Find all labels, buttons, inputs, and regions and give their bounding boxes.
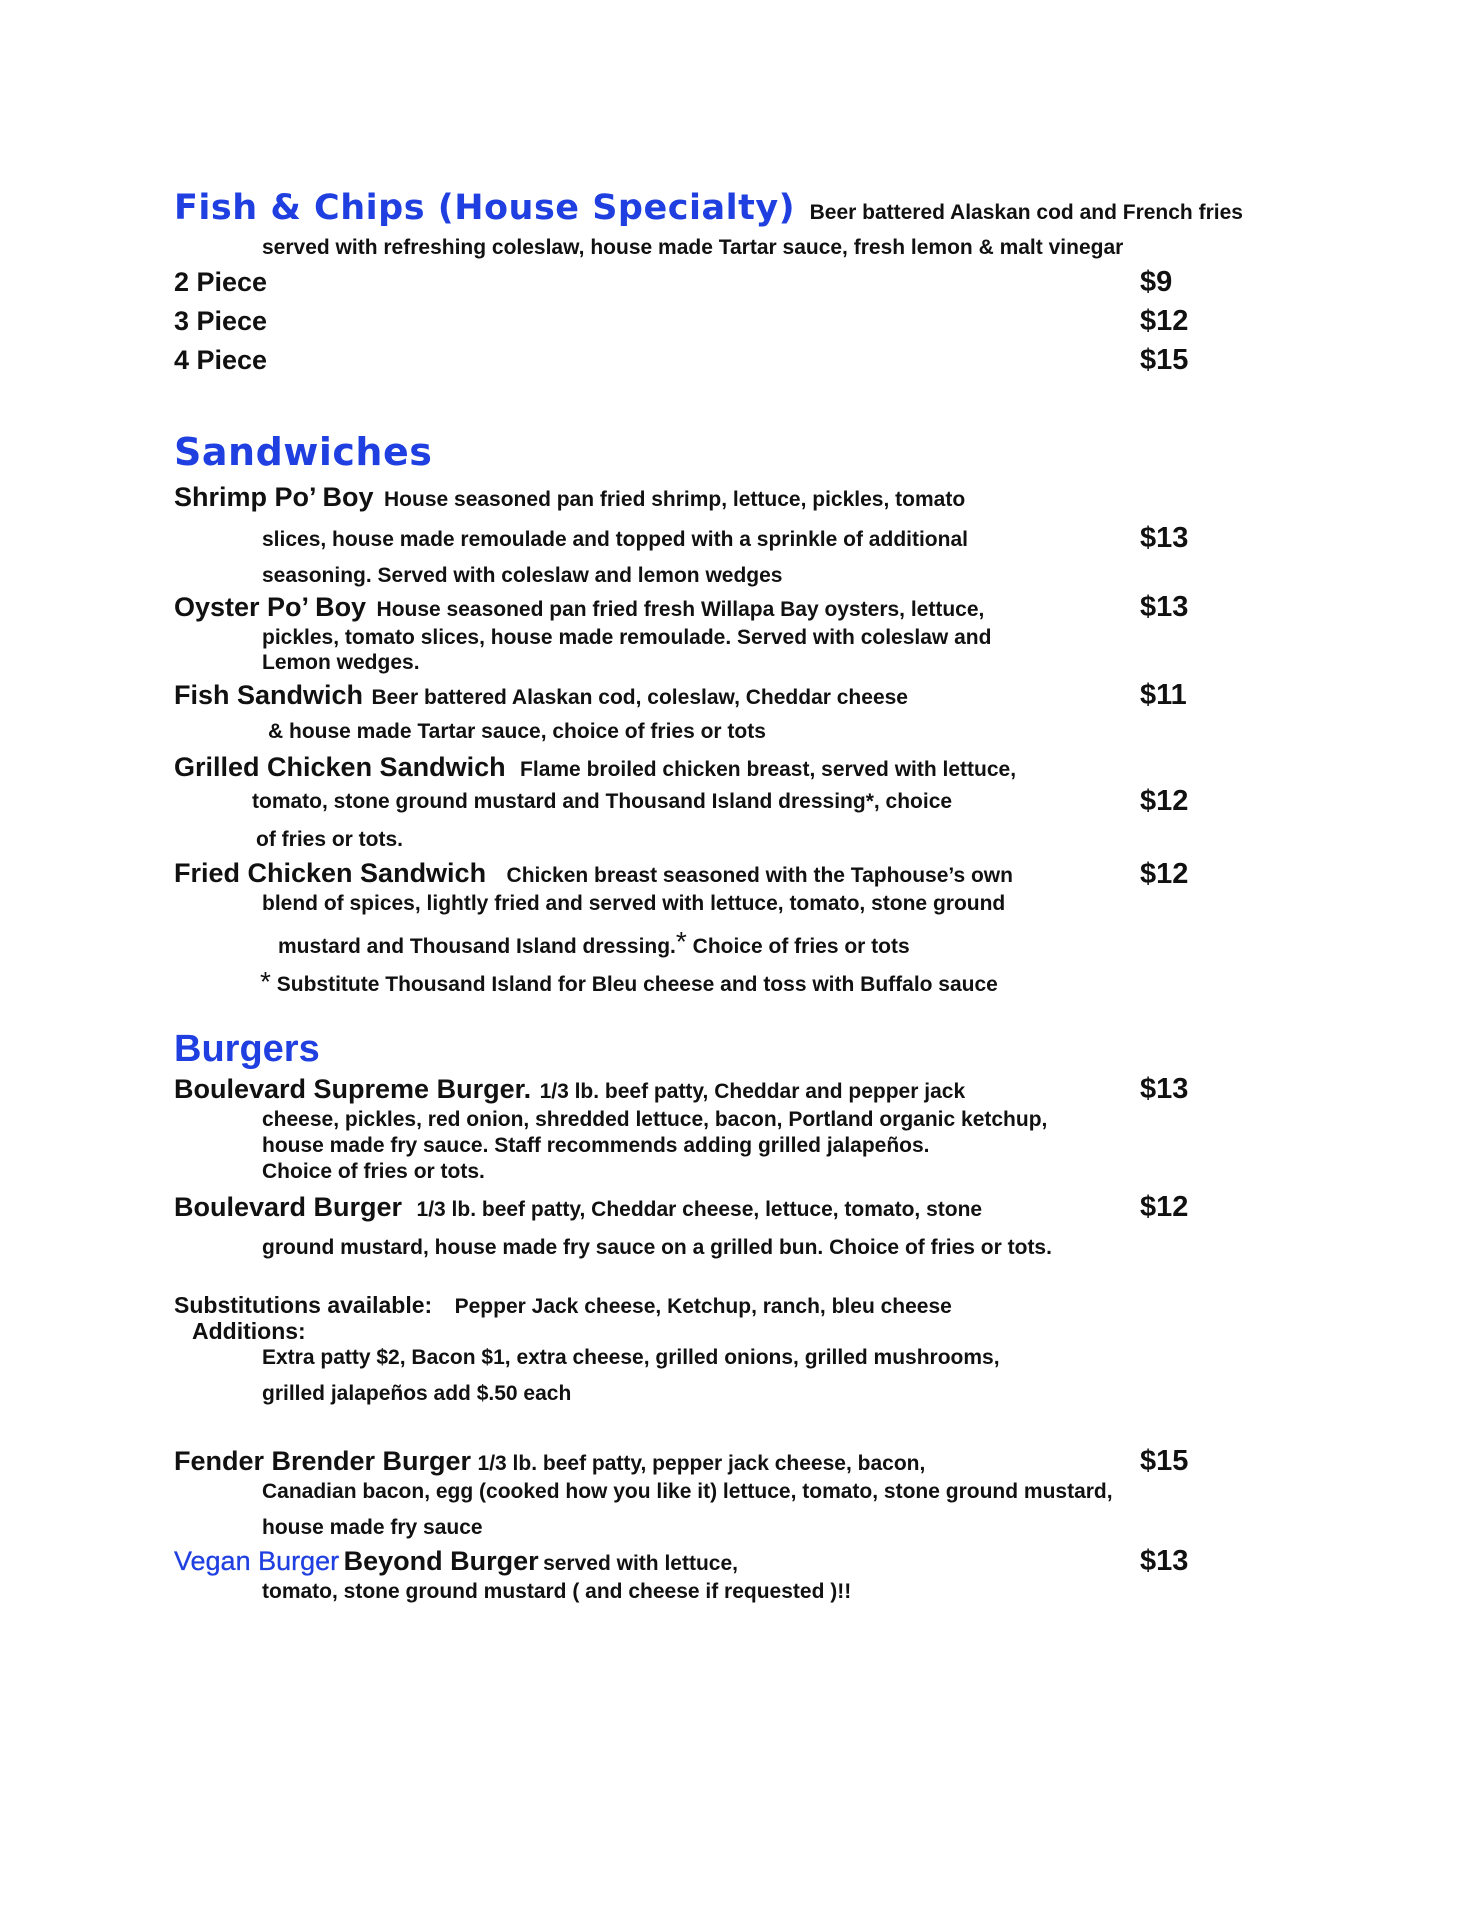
fish-sandwich-price: $11: [1140, 679, 1187, 711]
supreme-burger-desc-3: house made fry sauce. Staff recommends adding grilled jalapeños.: [262, 1134, 930, 1157]
vegan-burger-label: Vegan Burger: [174, 1546, 340, 1576]
oyster-po-boy-price: $13: [1140, 591, 1189, 623]
boulevard-burger-line: [174, 1192, 982, 1223]
fried-chicken-desc-1: Chicken breast seasoned with the Taphouse’s own: [506, 864, 1013, 887]
substitutions-text: Pepper Jack cheese, Ketchup, ranch, bleu cheese: [454, 1295, 952, 1318]
fried-chicken-line: [174, 858, 1013, 889]
boulevard-burger-desc-1: 1/3 lb. beef patty, Cheddar cheese, lettuce, tomato, stone: [416, 1198, 983, 1221]
oyster-po-boy-name: Oyster Po’ Boy: [174, 592, 367, 622]
fish-sandwich-name: Fish Sandwich: [174, 680, 364, 710]
sandwich-footnote: [260, 966, 998, 998]
vegan-burger-desc-2: tomato, stone ground mustard ( and cheese if requested )!!: [262, 1580, 852, 1603]
additions-line-2: grilled jalapeños add $.50 each: [262, 1382, 572, 1405]
grilled-chicken-line: [174, 752, 1016, 783]
oyster-po-boy-desc-2: pickles, tomato slices, house made remoulade. Served with coleslaw and: [262, 626, 992, 649]
grilled-chicken-name: Grilled Chicken Sandwich: [174, 752, 506, 782]
grilled-chicken-price: $12: [1140, 785, 1189, 817]
fish-chips-option-3-price: $12: [1140, 305, 1189, 337]
fish-chips-option-2-price: $9: [1140, 266, 1173, 298]
boulevard-burger-price: $12: [1140, 1191, 1189, 1223]
substitutions-label: Substitutions available:: [174, 1292, 433, 1318]
fried-chicken-desc-3: [278, 926, 910, 959]
fender-burger-line: [174, 1446, 925, 1477]
supreme-burger-desc-1: 1/3 lb. beef patty, Cheddar and pepper jack: [539, 1080, 966, 1103]
oyster-po-boy-desc-1: House seasoned pan fried fresh Willapa Bay oysters, lettuce,: [376, 598, 985, 621]
fried-chicken-desc-3a: mustard and Thousand Island dressing.: [278, 935, 676, 958]
shrimp-po-boy-desc-1: House seasoned pan fried shrimp, lettuce, pickles, tomato: [384, 488, 966, 511]
shrimp-po-boy-price: $13: [1140, 522, 1189, 554]
additions-label: Additions:: [192, 1318, 306, 1344]
fried-chicken-desc-2: blend of spices, lightly fried and served with lettuce, tomato, stone ground: [262, 892, 1006, 915]
grilled-chicken-desc-2: tomato, stone ground mustard and Thousand Island dressing*, choice: [252, 790, 953, 813]
supreme-burger-desc-4: Choice of fries or tots.: [262, 1160, 485, 1183]
fish-chips-option-2-label: 2 Piece: [174, 267, 268, 297]
oyster-po-boy-desc-3: Lemon wedges.: [262, 651, 420, 674]
shrimp-po-boy-desc-2: slices, house made remoulade and topped with a sprinkle of additional: [262, 528, 968, 551]
shrimp-po-boy-desc-3: seasoning. Served with coleslaw and lemon wedges: [262, 564, 783, 587]
vegan-burger-name: Beyond Burger: [343, 1546, 539, 1576]
fried-chicken-asterisk: *: [675, 926, 687, 957]
additions-line-1: Extra patty $2, Bacon $1, extra cheese, grilled onions, grilled mushrooms,: [262, 1346, 1000, 1369]
boulevard-burger-desc-2: ground mustard, house made fry sauce on a grilled bun. Choice of fries or tots.: [262, 1236, 1052, 1259]
fender-burger-desc-1: 1/3 lb. beef patty, pepper jack cheese, bacon,: [477, 1452, 926, 1475]
fried-chicken-desc-3c: Choice of fries or tots: [686, 935, 910, 958]
fender-burger-desc-3: house made fry sauce: [262, 1516, 483, 1539]
fish-chips-desc-1: Beer battered Alaskan cod and French fries: [809, 201, 1243, 224]
supreme-burger-price: $13: [1140, 1073, 1189, 1105]
shrimp-po-boy-line: [174, 482, 965, 513]
sandwiches-heading: Sandwiches: [174, 430, 433, 474]
fish-chips-desc-2: served with refreshing coleslaw, house made Tartar sauce, fresh lemon & malt vinegar: [262, 236, 1124, 259]
vegan-burger-price: $13: [1140, 1545, 1189, 1577]
supreme-burger-desc-2: cheese, pickles, red onion, shredded lettuce, bacon, Portland organic ketchup,: [262, 1108, 1048, 1131]
shrimp-po-boy-name: Shrimp Po’ Boy: [174, 482, 374, 512]
boulevard-burger-name: Boulevard Burger: [174, 1192, 403, 1222]
substitutions-line: [174, 1292, 952, 1319]
oyster-po-boy-line: [174, 592, 984, 623]
footnote-text: Substitute Thousand Island for Bleu cheese and toss with Buffalo sauce: [276, 973, 998, 996]
fried-chicken-price: $12: [1140, 858, 1189, 890]
burgers-heading: Burgers: [174, 1028, 320, 1070]
fender-burger-name: Fender Brender Burger: [174, 1446, 472, 1476]
fried-chicken-name: Fried Chicken Sandwich: [174, 858, 487, 888]
fish-chips-option-4-label: 4 Piece: [174, 345, 268, 375]
fish-chips-option-3-label: 3 Piece: [174, 306, 268, 336]
vegan-burger-line: [174, 1546, 738, 1577]
supreme-burger-line: [174, 1074, 965, 1105]
supreme-burger-name: Boulevard Supreme Burger.: [174, 1074, 532, 1104]
fender-burger-desc-2: Canadian bacon, egg (cooked how you like it) lettuce, tomato, stone ground mustard,: [262, 1480, 1113, 1503]
fish-chips-line: [174, 188, 1243, 228]
fish-chips-heading: Fish & Chips (House Specialty): [174, 188, 796, 228]
grilled-chicken-desc-3: of fries or tots.: [256, 828, 404, 851]
fish-sandwich-desc-2: & house made Tartar sauce, choice of fries or tots: [268, 720, 766, 743]
fish-sandwich-line: [174, 680, 908, 711]
fish-sandwich-desc-1: Beer battered Alaskan cod, coleslaw, Cheddar cheese: [371, 686, 908, 709]
grilled-chicken-desc-1: Flame broiled chicken breast, served with lettuce,: [520, 758, 1017, 781]
fender-burger-price: $15: [1140, 1445, 1189, 1477]
fish-chips-option-4-price: $15: [1140, 344, 1189, 376]
vegan-burger-desc-1: served with lettuce,: [543, 1552, 738, 1575]
footnote-asterisk: *: [260, 966, 271, 997]
